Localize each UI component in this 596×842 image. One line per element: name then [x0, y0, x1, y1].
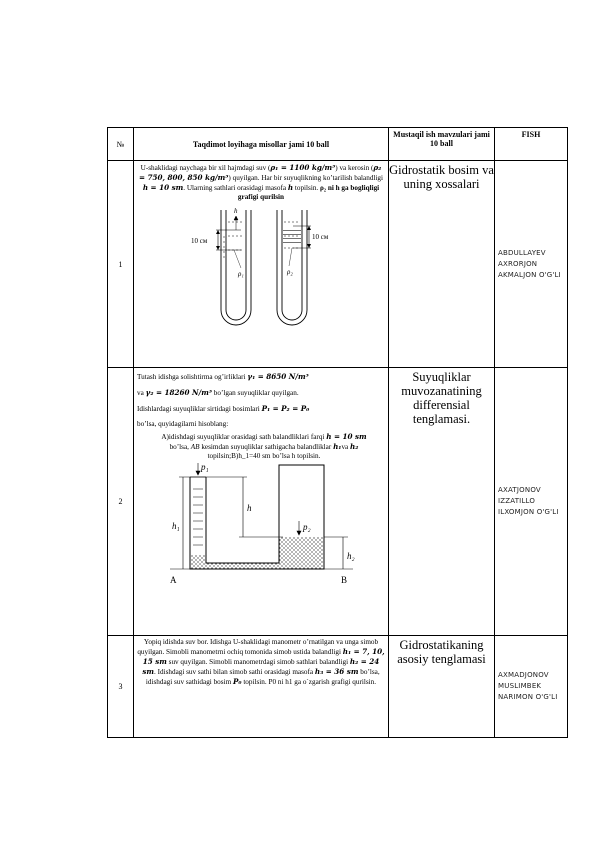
row-number: 3	[108, 636, 134, 738]
table-row	[108, 161, 568, 368]
task-cell	[134, 636, 389, 738]
fig-rho2: ρ₂	[287, 268, 293, 276]
fig-h1: h₁	[172, 521, 180, 531]
fig-p2: p₂	[303, 522, 311, 532]
assignment-table	[107, 127, 568, 738]
topic-cell: Gidrostatikaning asosiy tenglamasi	[389, 636, 495, 738]
task-cell	[134, 368, 389, 636]
header-topic: Mustaqil ish mavzulari jami 10 ball	[389, 128, 495, 161]
header-task: Taqdimot loyihaga misollar jami 10 ball	[134, 128, 389, 161]
table-row	[108, 368, 568, 636]
fig-h: h	[247, 503, 252, 513]
table-header-row	[108, 128, 568, 161]
fig-h2: h₂	[347, 551, 355, 561]
fig-a: A	[170, 575, 177, 585]
fig-b: B	[341, 575, 348, 585]
communicating-vessels-figure	[143, 463, 379, 593]
fig-rho1: ρ₁	[238, 270, 244, 278]
task-cell	[134, 161, 389, 368]
fig-right-dim: 10 см	[312, 233, 329, 241]
student-name: AXMADJONOV MUSLIMBEK NARIMON O'G'LI	[495, 636, 568, 738]
header-fish: FISH	[495, 128, 568, 161]
task-text: A)idishdagi suyuqliklar orasidagi sath balandliklari farqi h = 10 sm bo’lsa, AB kesimdan suyuqliklar sathigacha balandliklar h₁va h₂ topilsin;B)h_1=40 sm bo’lsa h topilsin.	[161, 432, 367, 460]
task-text: Yopiq idishda suv bor. Idishga U-shaklidagi manometr o’rnatilgan va unga simob quyilgan. Simobli manometrni ochiq tomonida simob ustida balandligi h₁ = 7, 10, 15 sm suv quyilgan. Simobli manometrdagi simob sathlari balandligi h₂ = 24 sm. Idishdagi suv sathi bilan simob sathi orasidagi masofa h₃ = 36 sm bo’lsa, idishdagi suv sathidagi bosim P₀ topilsin. P0 ni h1 ga o`zgarish grafigi qurilsin.	[137, 638, 385, 686]
fig-left-dim: 10 см	[191, 237, 208, 245]
topic-cell: Gidrostatik bosim va uning xossalari	[389, 161, 495, 368]
header-num: №	[108, 128, 134, 161]
task-text: Tutash idishga solishtirma og’irliklari γ₁ = 8650 N/m³ va γ₂ = 18260 N/m³ bo’lgan suyuqliklar quyilgan.	[137, 372, 309, 397]
fig-h-label: h	[234, 207, 238, 215]
task-text: U-shaklidagi naychaga bir xil hajmdagi suv (ρ₁ = 1100 kg/m³) va kerosin (ρ₂ = 750, 800, 850 kg/m³) quyilgan. Har bir suyuqlikning ko’tarilish balandligi h = 10 sm. Ularning sathlari orasidagi masofa h topilsin. ρ₂ ni h ga bogliqligi grafigi qurilsin	[138, 163, 383, 201]
table-row	[108, 636, 568, 738]
u-tube-figure	[161, 202, 361, 330]
row-number: 1	[108, 161, 134, 368]
task-text: Idishlardagi suyuqliklar sirtidagi bosimlari P₁ = P₂ = P₀ bo’lsa, quyidagilarni hisoblang:	[137, 404, 310, 428]
fig-p1: p₁	[201, 463, 209, 472]
student-name: ABDULLAYEV AXRORJON AKMALJON O'G'LI	[495, 161, 568, 368]
student-name: AXATJONOV IZZATILLO ILXOMJON O'G'LI	[495, 368, 568, 636]
row-number: 2	[108, 368, 134, 636]
topic-cell: Suyuqliklar muvozanatining differensial tenglamasi.	[389, 368, 495, 636]
